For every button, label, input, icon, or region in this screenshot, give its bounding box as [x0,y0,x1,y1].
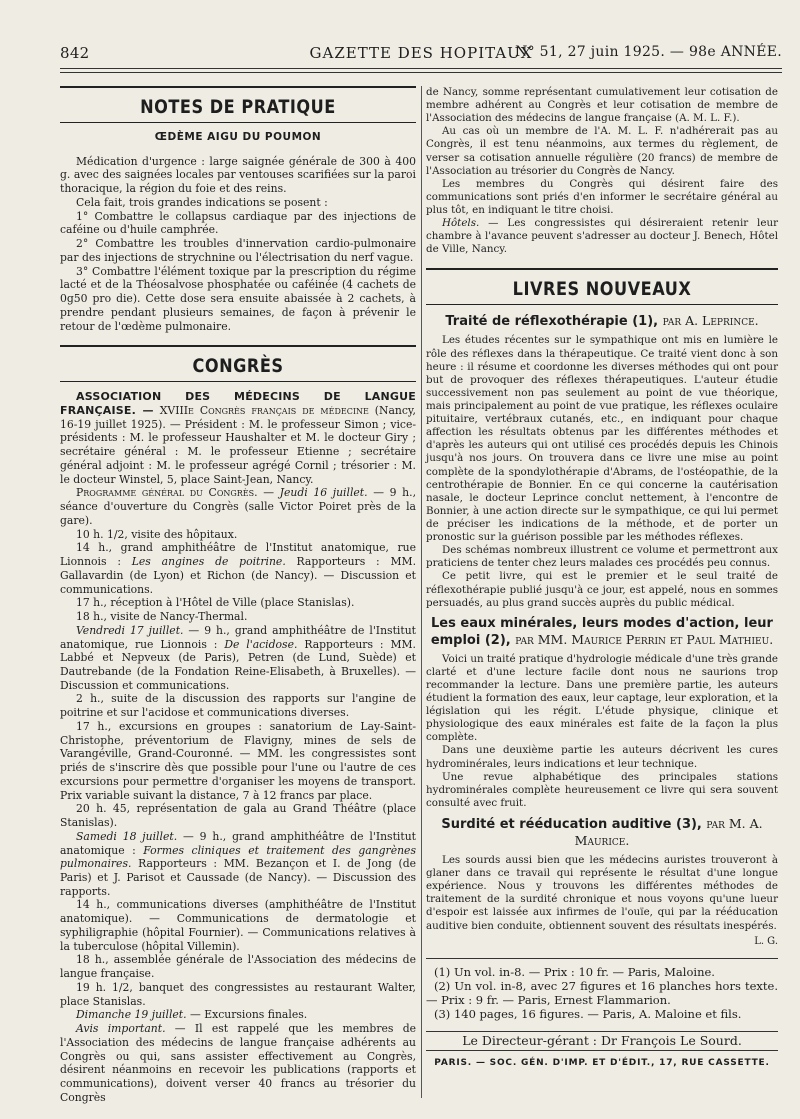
assoc-text: (Nancy, 16-19 juillet 1925). — Président : M. le professeur Simon ; vice-présidents : M. le professeur Haushalter et M. le docteur Giry ; secrétaire général : M. le professeur Etienne ; secrétaire général adjoint : M. le professeur agrégé Cornil ; trésorier : M. le docteur Winstel, 5, place Saint-Jean, Nancy. [60,404,416,486]
program-item: Dimanche 19 juillet. — Excursions finales. [76,1008,308,1022]
notes-paragraph: 2° Combattre les troubles d'innervation cardio-pulmonaire par des injections de strychnine ou l'électrisation du nerf vague. [60,237,416,264]
book1-title: Traité de réflexothérapie (1), par A. Leprince. [445,313,759,330]
director-line: Le Directeur-gérant : Dr François Le Sourd. [426,1031,778,1051]
livres-title: LIVRES NOUVEAUX [512,278,692,301]
review-signature-row [426,933,778,948]
program-item: Samedi 18 juillet. — 9 h., grand amphithéâtre de l'Institut anatomique : Formes cliniques et traitement des gangrènes pulmonaires. Rapporteurs : MM. Bezançon et I. de Jong (de Paris) et J. Parisot et Caussade (de Nancy). — Discussion des rapports. [60,829,417,898]
topic-acidose: De l'acidose. [224,637,298,651]
continued-paragraph: Au cas où un membre de l'A. M. L. F. n'adhérerait pas au Congrès, il est tenu néanmoins, aux termes du règlement, de verser sa cotisation annuelle régulière (20 francs) de membre de l'Association au trésorier du Congrès de Nancy. [426,125,778,177]
assoc-head: ASSOCIATION DES MÉDECINS DE LANGUE FRANÇAISE. — [60,390,416,418]
header-rule-2 [60,72,782,73]
book1-paragraph: Des schémas nombreux illustrent ce volume et permettront aux praticiens de tenter chez leurs malades ces procédés peu connus. [426,544,778,570]
hotels-label: Hôtels. [442,217,480,230]
notes-paragraph: 1° Combattre le collapsus cardiaque par des injections de caféine ou d'huile camphrée. [60,209,416,237]
printer-line: PARIS. — SOC. GÉN. D'IMP. ET D'ÉDIT., 17, RUE CASSETTE. [434,1057,770,1068]
notes-title-box [60,86,416,123]
page-number: 842 [60,44,90,62]
continued-paragraph: Les membres du Congrès qui désirent faire des communications sont priés d'en informer le secrétaire général au plus tôt, en indiquant le titre choisi. [426,177,778,216]
running-header [60,44,782,66]
program-head: Programme général du Congrès. [76,486,258,500]
program-item: 2 h., suite de la discussion des rapports sur l'angine de poitrine et sur l'acidose et communications diverses. [60,692,416,720]
left-column [60,86,416,1104]
right-column [426,86,778,1070]
book2-author: par MM. Maurice Perrin et Paul Mathieu. [515,631,774,647]
book1-paragraph: Les études récentes sur le sympathique ont mis en lumière le rôle des réflexes dans la thérapeutique. Ce traité vient donc à son heure : il résume et coordonne les diverses méthodes qui ont pour but de provoquer des réflexes thérapeutiques. L'auteur étudie successivement non pas seulement au point de vue théorique, mais principalement au point de vue pratique, les réflexes oculaire pituitaire, vertébraux cutanés, etc., en indiquant pour chaque affection les résultats obtenus par les différentes méthodes et d'après les auteurs qui ont utilisé ces procédés depuis les Chinois jusqu'à nos jours. On trouvera dans ce livre une mise au point complète de la spondylothérapie d'Abrams, de l'ostéopathie, de la centrothérapie de Bonnier. En ce qui concerne la cautérisation nasale, le docteur Leprince conclut nettement, à l'encontre de Bonnier, à une action directe sur le sympathique, ce qui lui permet de préciser les indications de la méthode, et de porter un pronostic sur la guérison possible par les méthodes réflexes. [426,334,778,544]
congres-title-box [60,345,416,382]
book3-author: par M. A. Maurice. [574,816,763,849]
notes-paragraph: 3° Combattre l'élément toxique par la prescription du régime lacté et de la Théosalvose phosphatée ou caféinée (4 cachets de 0g50 pro die). Cette dose sera ensuite abaissée à 2 cachets, à prendre pendant plusieurs semaines, de façon à prévenir le retour de l'œdème pulmonaire. [60,264,416,333]
notes-paragraph: Cela fait, trois grandes indications se posent : [76,195,328,209]
program-text: — 9 h., séance d'ouverture du Congrès (salle Victor Poiret près de la gare). [60,486,416,527]
book2-paragraph: Voici un traité pratique d'hydrologie médicale d'une très grande clarté et d'une lecture facile dont nous ne saurions trop recommander la lecture. Dans une première partie, les auteurs étudient la formation des eaux, leur captage, leur exploration, et la législation qui les régit. L'étude physique, clinique et physiologique des eaux minérales est faite de la façon la plus complète. [426,652,778,744]
program-date-dimanche: Dimanche 19 juillet. [76,1008,187,1022]
program-date-vendredi: Vendredi 17 juillet. [76,623,184,637]
hotels-paragraph: Hôtels. — Les congressistes qui désireraient retenir leur chambre à l'avance peuvent s'adresser au docteur J. Benech, Hôtel de Ville, Nancy. [426,217,778,256]
program-item: 19 h. 1/2, banquet des congressistes au restaurant Walter, place Stanislas. [60,980,416,1008]
congres-title: CONGRÈS [192,355,284,378]
livres-title-box [426,268,778,305]
book2-paragraph: Une revue alphabétique des principales stations hydrominérales complète heureusement ce livre qui sera souvent consulté avec fruit. [426,770,778,809]
footnote: (1) Un vol. in-8. — Prix : 10 fr. — Paris, Maloine. [434,964,715,979]
program-item: 14 h., grand amphithéâtre de l'Institut anatomique, rue Lionnois : Les angines de poitrine. Rapporteurs : MM. Gallavardin (de Lyon) et Richon (de Nancy). — Discussion et communications. [60,541,416,596]
notice-label: Avis important. [76,1022,166,1036]
footnote: (3) 140 pages, 16 figures. — Paris, A. Maloine et fils. [434,1006,742,1021]
book3-paragraph: Les sourds aussi bien que les médecins auristes trouveront à glaner dans ce travail qui représente le résultat d'une longue expérience. Nous y trouvons les différentes méthodes de traitement de la surdité chronique et nous voyons qu'une lueur d'espoir est laissée aux infirmes de l'ouïe, qui par la rééducation auditive bien conduite, obtiennent souvent des résultats inespérés. [426,854,778,932]
review-signature: L. G. [754,935,778,947]
book1-paragraph: Ce petit livre, qui est le premier et le seul traité de réflexothérapie publié jusqu'à ce jour, est appelé, nous en sommes persuadés, au plus grand succès auprès du public médical. [426,570,778,609]
assoc-congress: XVIIIe Congrès français de médecine [159,404,369,418]
notes-subtitle: ŒDÈME AIGU DU POUMON [154,131,322,143]
footnotes [426,958,778,1021]
program-item: 18 h., visite de Nancy-Thermal. [76,610,248,624]
program-item: Vendredi 17 juillet. — 9 h., grand amphithéâtre de l'Institut anatomique, rue Lionnois : De l'acidose. Rapporteurs : MM. Labbé et Nepveux (de Paris), Petren (de Lund, Suède) et Dautrebande (de la Fondation Reine-Elisabeth, à Bruxelles). — Discussion et communications. [60,623,416,692]
column-divider [421,86,422,1098]
book2-title: Les eaux minérales, leurs modes d'action, leur emploi (2), par MM. Maurice Perrin et Paul Mathieu. [430,615,774,648]
topic-angines: Les angines de poitrine. [131,555,286,569]
program-paragraph: Programme général du Congrès. — Jeudi 16 juillet. — 9 h., séance d'ouverture du Congrès (salle Victor Poiret près de la gare). [60,486,416,527]
program-date-samedi: Samedi 18 juillet. [76,829,178,843]
book2-paragraph: Dans une deuxième partie les auteurs décrivent les cures hydrominérales, leurs indications et leur technique. [426,744,778,770]
assoc-paragraph [60,390,416,486]
program-item: 17 h., réception à l'Hôtel de Ville (place Stanislas). [76,596,355,610]
journal-title: GAZETTE DES HOPITAUX [309,44,533,62]
notes-title: NOTES DE PRATIQUE [140,96,336,118]
book1-author: par A. Leprince. [662,313,759,329]
notes-paragraph: Médication d'urgence : large saignée générale de 300 à 400 g. avec des saignées locales par ventouses scarifiées sur la paroi thoracique, la région du foie et des reins. [60,154,416,196]
continued-paragraph: de Nancy, somme représentant cumulativement leur cotisation de membre adhérent au Congrès et leur cotisation de membre de l'Association des médecins de langue française (A. M. L. F.). [426,86,778,125]
book3-title: Surdité et rééducation auditive (3), par M. A. Maurice. [441,816,763,849]
program-item: 18 h., assemblée générale de l'Association des médecins de langue française. [60,953,416,981]
footnote: (2) Un vol. in-8, avec 27 figures et 16 planches hors texte. — Prix : 9 fr. — Paris, Ernest Flammarion. [426,978,778,1007]
notice-paragraph: Avis important. — Il est rappelé que les membres de l'Association des médecins de langue française adhérents au Congrès ou qui, sans assister effectivement au Congrès, désirent néanmoins en recevoir les publications (rapports et communications), doivent verser 40 francs au trésorier du Congrès [60,1022,416,1104]
program-date-jeudi: Jeudi 16 juillet. [279,486,368,500]
topic-gangrenes: Formes cliniques et traitement des gangrènes pulmonaires. [60,843,416,871]
program-item: 17 h., excursions en groupes : sanatorium de Lay-Saint-Christophe, préventorium de Flavigny, mines de sels de Varangéville, Grand-Couronné. — MM. les congressistes sont priés de s'inscrire dès que possible pour l'une ou l'autre de ces excursions pour permettre d'organiser les moyens de transport. Prix variable suivant la distance, 7 à 12 francs par place. [60,719,416,802]
program-item: 10 h. 1/2, visite des hôpitaux. [76,527,238,541]
header-rule [60,68,782,69]
program-item: 20 h. 45, représentation de gala au Grand Théâtre (place Stanislas). [60,802,416,830]
program-item: 14 h., communications diverses (amphithéâtre de l'Institut anatomique). — Communications de dermatologie et syphiligraphie (hôpital Fournier). — Communications relatives à la tuberculose (hôpital Villemin). [60,898,416,953]
issue-info: N° 51, 27 juin 1925. — 98e ANNÉE. [515,44,782,60]
